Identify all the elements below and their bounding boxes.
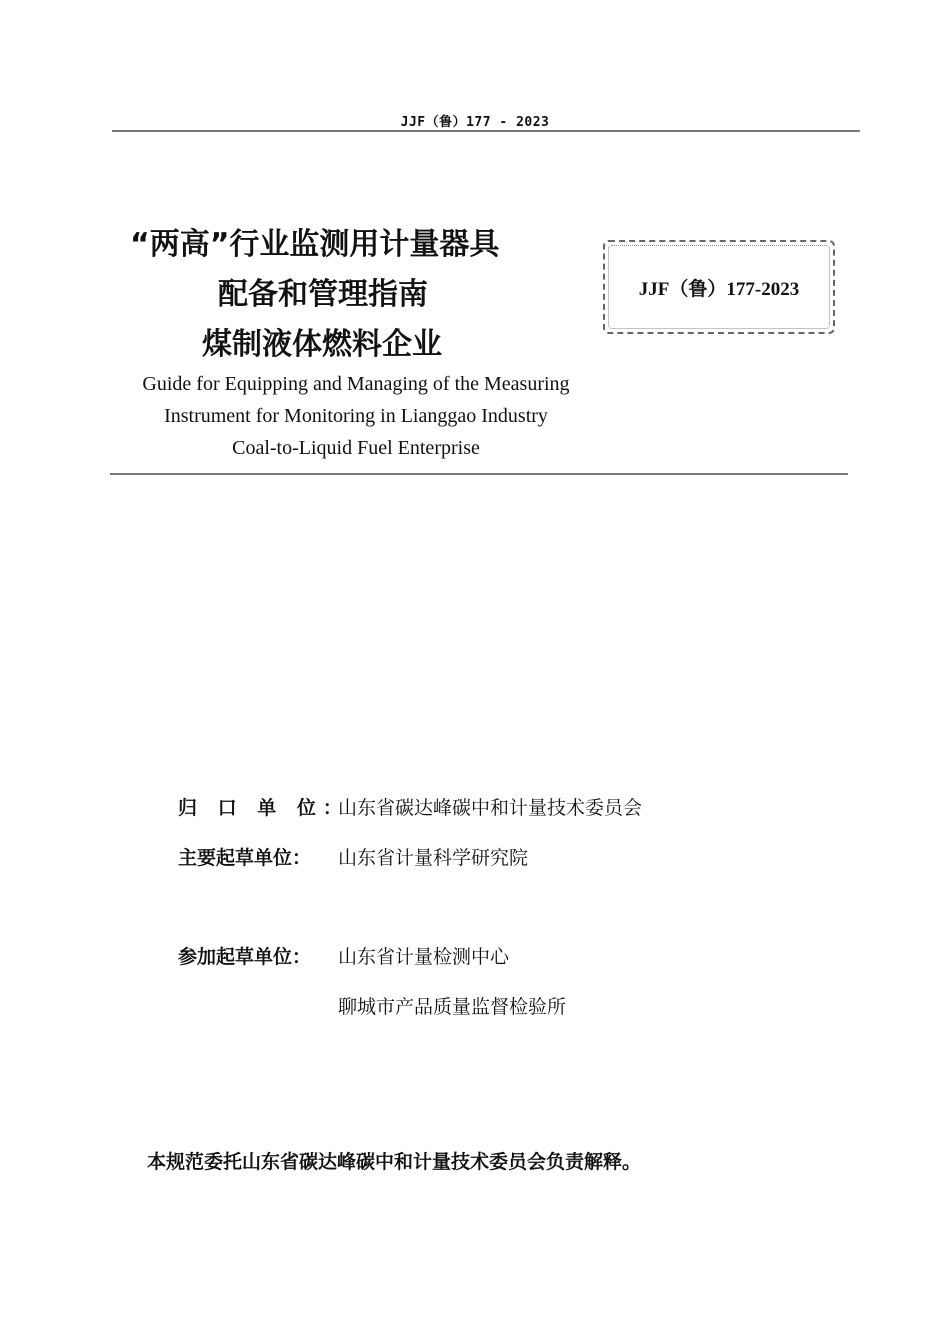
participating-drafter-value-1: 山东省计量检测中心 [338, 946, 510, 968]
main-drafter-row [178, 847, 528, 869]
interpretation-note: 本规范委托山东省碳达峰碳中和计量技术委员会负责解释。 [147, 1151, 642, 1173]
participating-drafter-value-2: 聊城市产品质量监督检验所 [338, 996, 567, 1018]
header-rule [112, 130, 860, 132]
title-cn-line-1: “两高”行业监测用计量器具 [130, 227, 500, 262]
title-cn-line-3: 煤制液体燃料企业 [202, 327, 442, 362]
standard-code: JJF（鲁）177-2023 [638, 279, 800, 300]
title-rule [110, 473, 848, 475]
responsible-unit-row [178, 797, 642, 819]
main-drafter-label: 主要起草单位： [178, 847, 312, 869]
main-drafter-value: 山东省计量科学研究院 [338, 847, 529, 869]
responsible-unit-label: 归 口 单 位： [178, 797, 349, 819]
title-en-line-1: Guide for Equipping and Managing of the Measuring [142, 373, 570, 395]
title-cn-line-2: 配备和管理指南 [218, 277, 428, 312]
participating-drafter-label: 参加起草单位： [178, 946, 312, 968]
responsible-unit-value: 山东省碳达峰碳中和计量技术委员会 [338, 797, 643, 819]
title-en-line-3: Coal-to-Liquid Fuel Enterprise [232, 437, 480, 459]
running-header-code: JJF（鲁）177 - 2023 [400, 115, 550, 130]
title-en-line-2: Instrument for Monitoring in Lianggao Industry [164, 405, 548, 427]
participating-drafter-row-2 [178, 996, 566, 1018]
participating-drafter-row [178, 946, 509, 968]
standard-code-box [603, 240, 835, 334]
